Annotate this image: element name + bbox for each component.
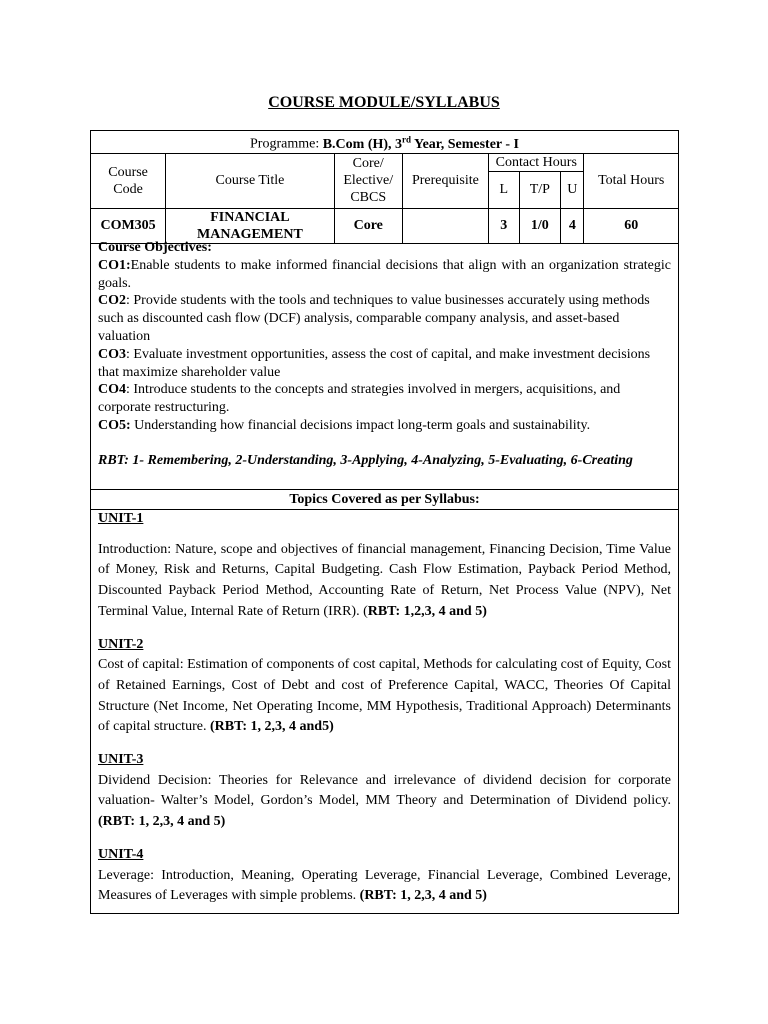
- objectives-heading: Course Objectives:: [98, 240, 212, 255]
- course-u: 4: [561, 208, 584, 243]
- header-total-hours: Total Hours: [584, 153, 679, 208]
- unit-text: Introduction: Nature, scope and objectives of financial management, Financing Decision, Time Value of Money, Risk and Returns, Capital Budgeting. Cash Flow Estimation, Payback Period Method, Discounted Payback Period Method, Accounting Rate of Return, Net Process Value (NPV), Net Terminal Value, Internal Rate of Return (IRR). (: [98, 541, 671, 619]
- objective-text: : Provide students with the tools and techniques to value businesses accurately using methods such as discounted cash flow (DCF) analysis, comparable company analysis, and asset-based valuation: [98, 293, 650, 344]
- unit-text: Cost of capital: Estimation of components of cost capital, Methods for calculating cost of Equity, Cost of Retained Earnings, Cost of Debt and cost of Preference Capital, WACC, Theories Of Capital Structure (Net Income, Net Operating Income, MM Hypothesis, Traditional Approach) Determinants of capital structure.: [98, 657, 671, 735]
- programme-value-rest: Year, Semester - I: [411, 136, 519, 152]
- objective-text: : Introduce students to the concepts and strategies involved in mergers, acquisitions, and corporate restructuring.: [98, 382, 621, 416]
- objective-co4: [98, 381, 671, 417]
- header-contact-hours: Contact Hours: [489, 153, 584, 171]
- units-section: [91, 509, 678, 907]
- header-core-elective: Core/ Elective/ CBCS: [334, 153, 402, 208]
- programme-value-main: B.Com (H), 3: [322, 136, 403, 152]
- course-code: COM305: [91, 208, 166, 243]
- objective-co1: [98, 257, 671, 293]
- rbt-levels: RBT: 1- Remembering, 2-Understanding, 3-Applying, 4-Analyzing, 5-Evaluating, 6-Creating: [98, 452, 633, 468]
- course-tp: 1/0: [519, 208, 561, 243]
- header-course-title: Course Title: [166, 153, 335, 208]
- course-info-table: [90, 130, 679, 244]
- page-title: COURSE MODULE/SYLLABUS: [268, 94, 500, 111]
- course-objectives: [91, 239, 678, 470]
- unit-text: Leverage: Introduction, Meaning, Operating Leverage, Financial Leverage, Combined Leverage, Measures of Leverages with simple problems.: [98, 867, 671, 904]
- objective-text: Enable students to make informed financial decisions that align with an organization strategic goals.: [98, 257, 671, 291]
- unit-1-title: UNIT-1: [98, 511, 144, 526]
- programme-row: [91, 131, 679, 154]
- unit-rbt: (RBT: 1, 2,3, 4 and 5): [359, 888, 487, 904]
- unit-1-body: [98, 540, 671, 623]
- objective-label: CO2: [98, 293, 126, 309]
- header-u: U: [561, 171, 584, 208]
- objective-text: : Evaluate investment opportunities, assess the cost of capital, and make investment decisions that maximize shareholder value: [98, 346, 651, 380]
- unit-2-title: UNIT-2: [98, 636, 144, 652]
- unit-rbt: (RBT: 1, 2,3, 4 and 5): [98, 814, 226, 830]
- unit-rbt: RBT: 1,2,3, 4 and 5): [367, 603, 487, 619]
- programme-label: Programme:: [250, 136, 323, 152]
- objective-label: CO3: [98, 346, 126, 362]
- course-type: Core: [334, 208, 402, 243]
- objective-label: CO5:: [98, 417, 131, 433]
- course-title: FINANCIAL MANAGEMENT: [166, 208, 335, 243]
- unit-2-body: [98, 655, 671, 738]
- unit-3-title: UNIT-3: [98, 752, 144, 768]
- header-prerequisite: Prerequisite: [402, 153, 488, 208]
- objective-co5: [98, 417, 671, 435]
- unit-4-body: [98, 866, 671, 907]
- unit-3-body: [98, 771, 671, 833]
- objective-label: CO1:: [98, 257, 131, 273]
- programme-value-sup: rd: [402, 134, 412, 144]
- course-total-hours: 60: [584, 208, 679, 243]
- unit-4-title: UNIT-4: [98, 846, 144, 862]
- programme-value: [322, 134, 519, 152]
- topics-heading: Topics Covered as per Syllabus:: [91, 489, 678, 510]
- unit-text: Dividend Decision: Theories for Relevance and irrelevance of dividend decision for corporate valuation- Walter’s Model, Gordon’s Model, MM Theory and Determination of Dividend policy.: [98, 772, 671, 809]
- objective-text: Understanding how financial decisions impact long-term goals and sustainability.: [130, 417, 591, 433]
- objective-co2: [98, 292, 671, 345]
- objective-label: CO4: [98, 382, 126, 398]
- unit-rbt: (RBT: 1, 2,3, 4 and5): [209, 719, 334, 735]
- header-tp: T/P: [519, 171, 561, 208]
- course-l: 3: [489, 208, 519, 243]
- objective-co3: [98, 346, 671, 382]
- header-l: L: [489, 171, 519, 208]
- header-course-code: Course Code: [91, 153, 166, 208]
